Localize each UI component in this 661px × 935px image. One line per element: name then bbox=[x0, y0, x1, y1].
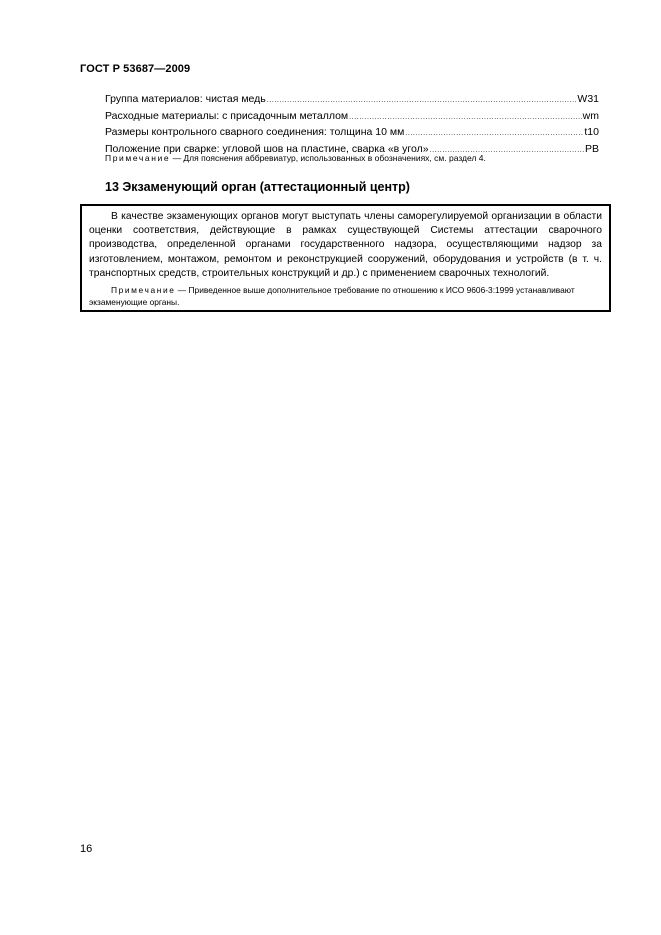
designation-row bbox=[105, 109, 599, 126]
designation-list bbox=[105, 92, 599, 158]
designation-label: Группа материалов: чистая медь bbox=[105, 93, 266, 105]
note-prefix: Примечание bbox=[111, 285, 176, 296]
dot-leader bbox=[349, 111, 582, 126]
designation-code: W31 bbox=[577, 93, 599, 105]
designation-code: PB bbox=[584, 142, 599, 155]
dot-leader bbox=[267, 94, 577, 109]
note-text: — Приведенное выше дополнительное требование по отношению к ИСО 9606-3:1999 устанавливают экзаменующие органы. bbox=[89, 285, 575, 307]
note-prefix: Примечание bbox=[105, 153, 171, 163]
designation-label: Положение при сварке: угловой шов на пластине, сварка «в угол» bbox=[105, 142, 429, 155]
designation-row bbox=[105, 125, 599, 142]
designation-label: Расходные материалы: с присадочным металлом bbox=[105, 109, 349, 122]
boxed-paragraph: В качестве экзаменующих органов могут выступать члены саморегулируемой организации в области оценки соответствия, действующие в рамках существующей Системы аттестации сварочного производства, определенной органами государственного надзора, осуществляющими надзор за изготовлением, монтажом, ремонтом и реконструкцией сооружений, оборудования и устройств (в т. ч. транспортных средств, строительных конструкций и др.) с применением сварочных технологий. bbox=[89, 211, 602, 279]
page-number: 16 bbox=[80, 843, 93, 855]
boxed-note bbox=[89, 285, 602, 308]
boxed-addition bbox=[80, 204, 611, 312]
note-text: — Для пояснения аббревиатур, использованных в обозначениях, см. раздел 4. bbox=[170, 153, 486, 163]
designation-row bbox=[105, 92, 599, 109]
document-header: ГОСТ Р 53687—2009 bbox=[80, 63, 191, 75]
abbreviation-note bbox=[105, 153, 486, 164]
designation-code: t10 bbox=[584, 126, 599, 138]
designation-code: wm bbox=[582, 109, 599, 122]
section-heading: 13 Экзаменующий орган (аттестационный центр) bbox=[105, 180, 410, 194]
dot-leader bbox=[405, 127, 583, 142]
designation-label: Размеры контрольного сварного соединения: толщина 10 мм bbox=[105, 126, 405, 138]
